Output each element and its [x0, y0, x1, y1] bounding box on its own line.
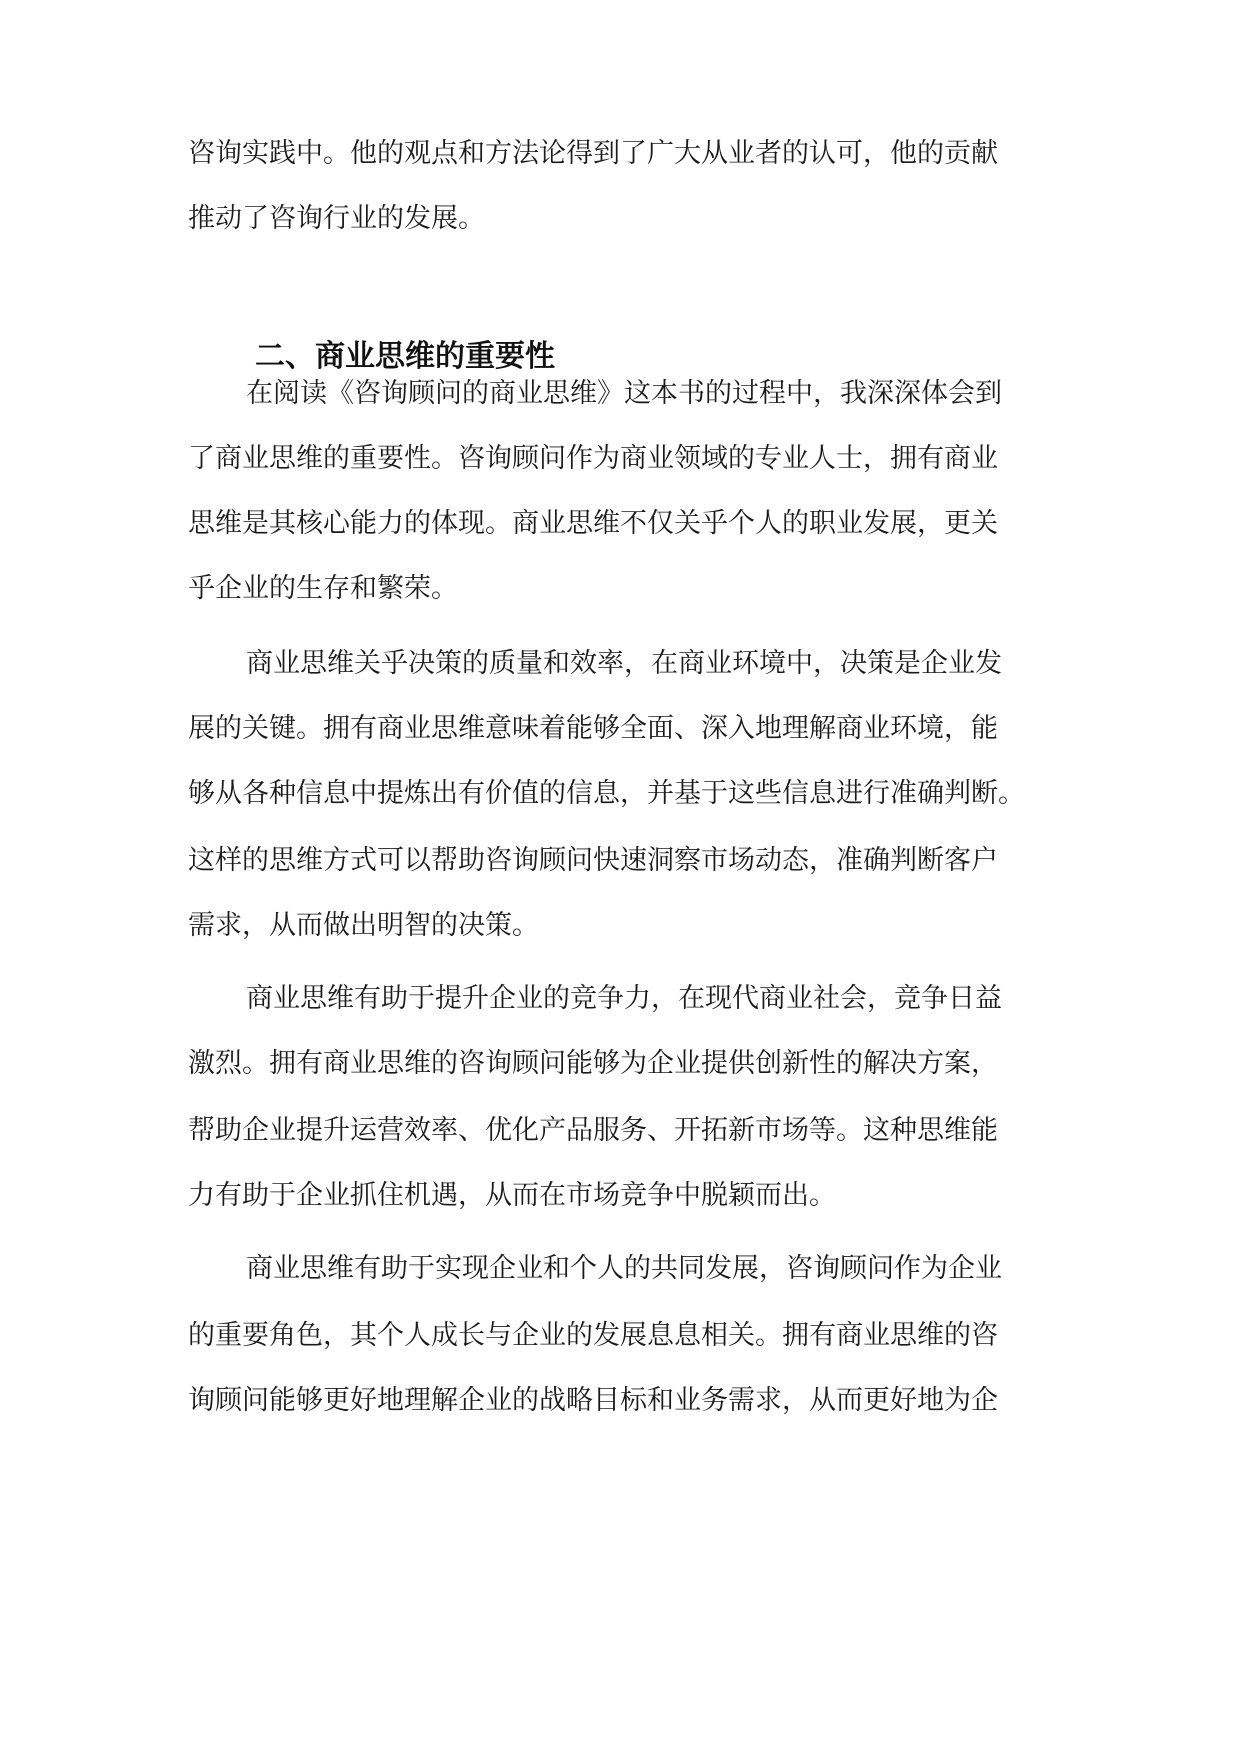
text-line: 询顾问能够更好地理解企业的战略目标和业务需求，从而更好地为企 — [188, 1385, 998, 1416]
text-line: 展的关键。拥有商业思维意味着能够全面、深入地理解商业环境，能 — [188, 713, 998, 744]
section-heading: 二、商业思维的重要性 — [255, 339, 555, 374]
text-line: 商业思维有助于实现企业和个人的共同发展，咨询顾问作为企业 — [246, 1253, 1002, 1284]
text-line: 在阅读《咨询顾问的商业思维》这本书的过程中，我深深体会到 — [246, 378, 1002, 409]
text-line: 商业思维有助于提升企业的竞争力，在现代商业社会，竞争日益 — [246, 983, 1002, 1014]
text-line: 帮助企业提升运营效率、优化产品服务、开拓新市场等。这种思维能 — [188, 1115, 998, 1146]
text-line: 的重要角色，其个人成长与企业的发展息息相关。拥有商业思维的咨 — [188, 1320, 998, 1351]
text-line: 乎企业的生存和繁荣。 — [188, 573, 458, 604]
text-line: 这样的思维方式可以帮助咨询顾问快速洞察市场动态，准确判断客户 — [188, 845, 998, 876]
text-line: 咨询实践中。他的观点和方法论得到了广大从业者的认可，他的贡献 — [188, 138, 998, 169]
text-line: 激烈。拥有商业思维的咨询顾问能够为企业提供创新性的解决方案， — [188, 1048, 998, 1079]
text-line: 思维是其核心能力的体现。商业思维不仅关乎个人的职业发展，更关 — [188, 508, 998, 539]
text-line: 需求，从而做出明智的决策。 — [188, 910, 539, 941]
text-line: 力有助于企业抓住机遇，从而在市场竞争中脱颖而出。 — [188, 1180, 836, 1211]
text-line: 了商业思维的重要性。咨询顾问作为商业领域的专业人士，拥有商业 — [188, 443, 998, 474]
text-line: 够从各种信息中提炼出有价值的信息，并基于这些信息进行准确判断。 — [188, 778, 1025, 809]
text-line: 商业思维关乎决策的质量和效率，在商业环境中，决策是企业发 — [246, 648, 1002, 679]
text-line: 推动了咨询行业的发展。 — [188, 203, 485, 234]
